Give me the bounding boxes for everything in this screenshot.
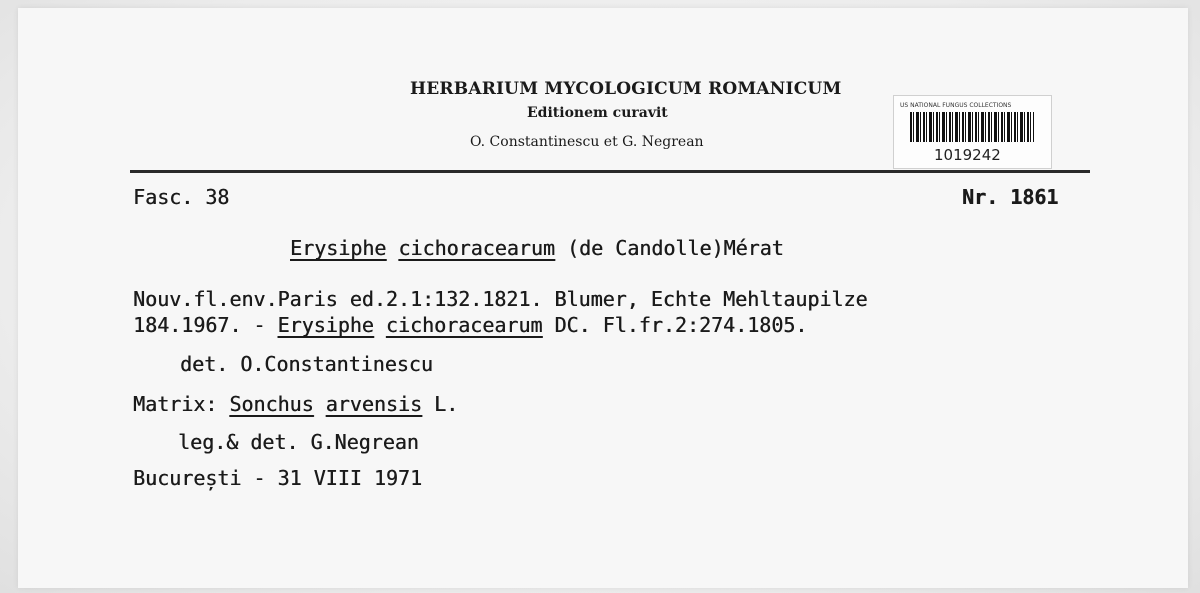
reference-prefix: 184.1967. - [133, 313, 278, 337]
barcode-icon [910, 112, 1034, 142]
reference-epithet: cichoracearum [385, 313, 543, 337]
host-matrix [133, 392, 458, 416]
barcode-number: 1019242 [934, 146, 1001, 164]
host-authority: L. [422, 392, 459, 416]
reference-line-2 [133, 313, 807, 337]
host-genus: Sonchus [229, 392, 314, 416]
species-genus: Erysiphe [290, 236, 387, 260]
reference-suffix: DC. Fl.fr.2:274.1805. [542, 313, 808, 337]
sticker-caption: US NATIONAL FUNGUS COLLECTIONS [900, 102, 1012, 109]
barcode-sticker [893, 95, 1052, 169]
header-divider [130, 170, 1090, 173]
exsiccata-number: Nr. 1861 [962, 185, 1059, 209]
reference-genus: Erysiphe [277, 313, 374, 337]
herbarium-editors: O. Constantinescu et G. Negrean [470, 134, 704, 150]
determiner: det. O.Constantinescu [180, 352, 433, 376]
species-name [290, 236, 784, 260]
herbarium-subtitle: Editionem curavit [527, 105, 668, 121]
species-authority: (de Candolle)Mérat [566, 236, 784, 260]
fascicle-number: Fasc. 38 [133, 185, 230, 209]
reference-line-1: Nouv.fl.env.Paris ed.2.1:132.1821. Blumer, Echte Mehltaupilze [133, 287, 868, 311]
matrix-prefix: Matrix: [133, 392, 230, 416]
locality-date: București - 31 VIII 1971 [133, 466, 422, 490]
species-epithet: cichoracearum [398, 236, 555, 260]
collector: leg.& det. G.Negrean [178, 430, 419, 454]
host-epithet: arvensis [325, 392, 422, 416]
herbarium-title: HERBARIUM MYCOLOGICUM ROMANICUM [410, 79, 842, 99]
